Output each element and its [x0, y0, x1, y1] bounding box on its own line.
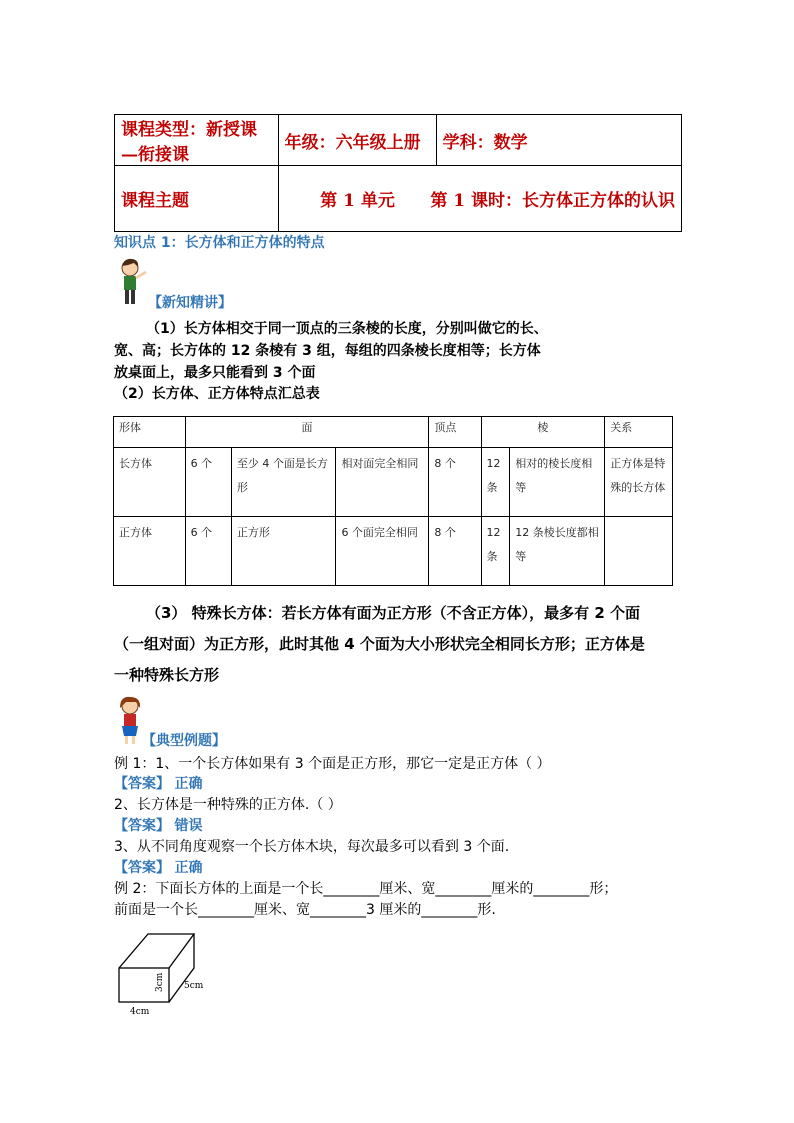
cell-shape: 长方体 — [114, 448, 186, 517]
example2-line1: 例 2：下面长方体的上面是一个长________厘米、宽________厘米的________形； — [114, 881, 618, 897]
para2-title: （2）长方体、正方体特点汇总表 — [114, 386, 320, 402]
para1-line1: （1）长方体相交于同一顶点的三条棱的长度，分别叫做它的长、 — [146, 321, 548, 337]
para3-line2: （一组对面）为正方形，此时其他 4 个面为大小形状完全相同长方形；正方体是 — [114, 635, 645, 653]
example1-answer1 — [114, 774, 202, 794]
cell-faces-count: 6 个 — [185, 448, 231, 517]
example1-question2: 2、长方体是一种特殊的正方体.（ ） — [114, 797, 342, 813]
knowledge-point-1-title: 知识点 1：长方体和正方体的特点 — [114, 235, 325, 251]
example2-line2: 前面是一个长________厘米、宽________3 厘米的________形. — [114, 902, 496, 918]
example1-answer2 — [114, 816, 202, 836]
table-header-row — [114, 417, 673, 448]
features-table — [113, 416, 673, 586]
cell-edges-count: 12条 — [481, 517, 510, 586]
cell-faces-desc1: 正方形 — [231, 517, 336, 586]
cell-vertices: 8 个 — [429, 517, 481, 586]
cell-edges-count: 12条 — [481, 448, 510, 517]
example1-question1: 例 1：1、一个长方体如果有 3 个面是正方形，那它一定是正方体（ ） — [114, 756, 551, 772]
examples-tag: 【典型例题】 — [142, 733, 226, 749]
cell-shape: 正方体 — [114, 517, 186, 586]
course-header-table — [114, 114, 682, 232]
para1-line3: 放桌面上，最多只能看到 3 个面 — [114, 365, 316, 381]
cell-vertices: 8 个 — [429, 448, 481, 517]
answer-label: 【答案】 — [114, 776, 170, 792]
answer-label: 【答案】 — [114, 818, 170, 834]
topic-label-cell: 课程主题 — [115, 166, 279, 232]
para1-line2: 宽、高；长方体的 12 条棱有 3 组，每组的四条棱长度相等；长方体 — [114, 343, 541, 359]
header-shape: 形体 — [114, 417, 186, 448]
para3-line3: 一种特殊长方形 — [114, 666, 220, 684]
cell-faces-desc2: 相对面完全相同 — [336, 448, 429, 517]
example1-question3: 3、从不同角度观察一个长方体木块，每次最多可以看到 3 个面. — [114, 839, 510, 855]
header-vertices: 顶点 — [429, 417, 481, 448]
cell-faces-desc2: 6 个面完全相同 — [336, 517, 429, 586]
cell-edges-desc: 12 条棱长度都相等 — [510, 517, 605, 586]
para3-line1: （3） 特殊长方体：若长方体有面为正方形（不含正方体），最多有 2 个面 — [146, 604, 641, 622]
header-relation: 关系 — [605, 417, 673, 448]
cell-edges-desc: 相对的棱长度相等 — [510, 448, 605, 517]
cuboid-top-face — [119, 934, 194, 968]
new-knowledge-tag: 【新知精讲】 — [148, 295, 232, 311]
header-edges: 棱 — [481, 417, 605, 448]
answer-value: 错误 — [174, 818, 203, 834]
header-faces: 面 — [185, 417, 429, 448]
table-row — [114, 448, 673, 517]
answer-value: 正确 — [174, 860, 203, 876]
answer-label: 【答案】 — [114, 860, 170, 876]
cuboid-side-face — [169, 934, 194, 1002]
height-label: 3cm — [155, 972, 165, 992]
cell-relation — [605, 517, 673, 586]
cell-faces-count: 6 个 — [185, 517, 231, 586]
topic-value-cell — [278, 166, 681, 232]
example1-answer3 — [114, 858, 202, 878]
cell-relation: 正方体是特殊的长方体 — [605, 448, 673, 517]
width-label: 4cm — [130, 1007, 150, 1017]
depth-label: 5cm — [184, 981, 204, 991]
answer-value: 正确 — [174, 776, 203, 792]
table-row — [114, 517, 673, 586]
subject-cell: 学科：数学 — [436, 115, 681, 166]
cell-faces-desc1: 至少 4 个面是长方形 — [231, 448, 336, 517]
grade-cell: 年级：六年级上册 — [278, 115, 436, 166]
course-type-cell: 课程类型：新授课—衔接课 — [115, 115, 279, 166]
topic-value: 第 1 单元 第 1 课时：长方体正方体的认识 — [320, 191, 675, 211]
cuboid-figure — [110, 926, 230, 1020]
